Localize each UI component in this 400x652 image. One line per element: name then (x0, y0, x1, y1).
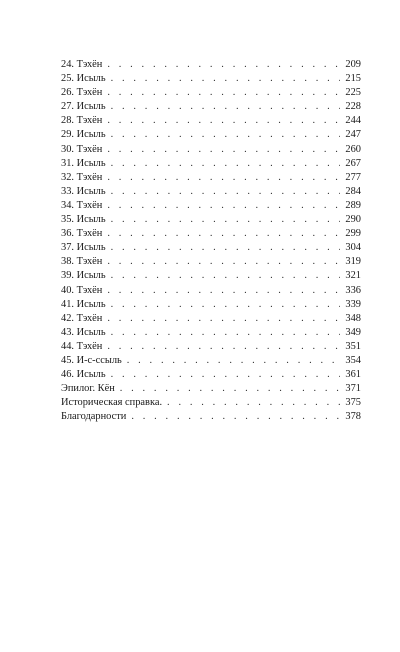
toc-entry (61, 255, 361, 269)
toc-leader-dots (111, 213, 340, 227)
toc-leader-dots (107, 199, 340, 213)
toc-entry-title: 42. Тэхён (61, 312, 103, 324)
toc-leader-dots (107, 312, 340, 326)
toc-entry (61, 227, 361, 241)
toc-entry-title: Эпилог. Кён (61, 383, 115, 395)
toc-entry-title: 30. Тэхён (61, 143, 103, 155)
toc-entry-page: 260 (345, 143, 361, 155)
toc-entry-title: 40. Тэхён (61, 284, 103, 296)
toc-entry-title: 46. Исыль (61, 369, 106, 381)
toc-entry (61, 199, 361, 213)
toc-entry (61, 241, 361, 255)
toc-leader-dots (107, 86, 340, 100)
toc-entry-page: 354 (345, 354, 361, 366)
toc-leader-dots (107, 58, 340, 72)
toc-entry-page: 336 (345, 284, 361, 296)
toc-leader-dots (111, 72, 340, 86)
toc-leader-dots (111, 298, 340, 312)
toc-entry-page: 371 (345, 383, 361, 395)
toc-entry (61, 298, 361, 312)
toc-entry-page: 378 (345, 411, 361, 423)
toc-entry (61, 368, 361, 382)
toc-entry-page: 349 (345, 326, 361, 338)
toc-entry (61, 72, 361, 86)
toc-entry-page: 348 (345, 312, 361, 324)
toc-entry (61, 340, 361, 354)
toc-entry-page: 339 (345, 298, 361, 310)
toc-entry (61, 185, 361, 199)
toc-entry (61, 100, 361, 114)
toc-entry-title: 43. Исыль (61, 326, 106, 338)
toc-entry (61, 157, 361, 171)
toc-leader-dots (131, 410, 340, 424)
toc-entry-page: 228 (345, 101, 361, 113)
toc-entry (61, 143, 361, 157)
toc-entry-page: 247 (345, 129, 361, 141)
table-of-contents (61, 58, 361, 424)
toc-leader-dots (107, 171, 340, 185)
toc-leader-dots (107, 255, 340, 269)
toc-entry-title: 29. Исыль (61, 129, 106, 141)
toc-entry (61, 213, 361, 227)
toc-entry (61, 410, 361, 424)
toc-entry (61, 326, 361, 340)
toc-leader-dots (107, 340, 340, 354)
toc-leader-dots (120, 382, 340, 396)
toc-entry-title: 27. Исыль (61, 101, 106, 113)
toc-entry-title: Благодарности (61, 411, 127, 423)
toc-entry-page: 284 (345, 185, 361, 197)
toc-entry (61, 128, 361, 142)
toc-entry-page: 375 (345, 397, 361, 409)
toc-entry-page: 321 (345, 270, 361, 282)
toc-leader-dots (111, 368, 340, 382)
toc-leader-dots (167, 396, 340, 410)
toc-entry-page: 289 (345, 199, 361, 211)
toc-entry-title: 38. Тэхён (61, 256, 103, 268)
toc-entry (61, 114, 361, 128)
toc-leader-dots (111, 185, 340, 199)
toc-entry-page: 267 (345, 157, 361, 169)
toc-leader-dots (107, 143, 340, 157)
toc-leader-dots (111, 269, 340, 283)
toc-entry (61, 396, 361, 410)
toc-entry-page: 277 (345, 171, 361, 183)
toc-entry-page: 209 (345, 59, 361, 70)
toc-entry-title: 36. Тэхён (61, 228, 103, 240)
toc-entry-page: 351 (345, 340, 361, 352)
toc-entry-page: 244 (345, 115, 361, 127)
toc-entry-title: 24. Тэхён (61, 59, 103, 70)
toc-entry-title: 34. Тэхён (61, 199, 103, 211)
toc-entry-title: 37. Исыль (61, 242, 106, 254)
toc-entry-title: 41. Исыль (61, 298, 106, 310)
toc-entry-title: 33. Исыль (61, 185, 106, 197)
toc-entry-title: 26. Тэхён (61, 87, 103, 99)
toc-leader-dots (107, 114, 340, 128)
toc-leader-dots (111, 157, 340, 171)
toc-entry-page: 215 (345, 73, 361, 85)
toc-entry-title: 25. Исыль (61, 73, 106, 85)
toc-leader-dots (111, 326, 340, 340)
toc-entry-title: Историческая справка. (61, 397, 163, 409)
toc-entry-page: 319 (345, 256, 361, 268)
toc-entry-title: 35. Исыль (61, 214, 106, 226)
toc-entry-page: 225 (345, 87, 361, 99)
toc-entry-page: 299 (345, 228, 361, 240)
toc-entry-page: 361 (345, 369, 361, 381)
toc-entry (61, 58, 361, 72)
toc-leader-dots (111, 241, 340, 255)
toc-entry-title: 39. Исыль (61, 270, 106, 282)
toc-leader-dots (111, 100, 340, 114)
toc-leader-dots (107, 227, 340, 241)
toc-entry-title: 44. Тэхён (61, 340, 103, 352)
toc-entry-title: 45. И-с-ссыль (61, 354, 122, 366)
toc-entry-title: 32. Тэхён (61, 171, 103, 183)
toc-entry-page: 290 (345, 214, 361, 226)
toc-leader-dots (127, 354, 340, 368)
toc-leader-dots (107, 284, 340, 298)
toc-entry-title: 31. Исыль (61, 157, 106, 169)
toc-entry-page: 304 (345, 242, 361, 254)
toc-leader-dots (111, 128, 340, 142)
toc-entry (61, 284, 361, 298)
toc-entry (61, 382, 361, 396)
toc-entry (61, 354, 361, 368)
toc-entry (61, 86, 361, 100)
toc-entry (61, 269, 361, 283)
toc-entry (61, 171, 361, 185)
toc-entry-title: 28. Тэхён (61, 115, 103, 127)
toc-entry (61, 312, 361, 326)
